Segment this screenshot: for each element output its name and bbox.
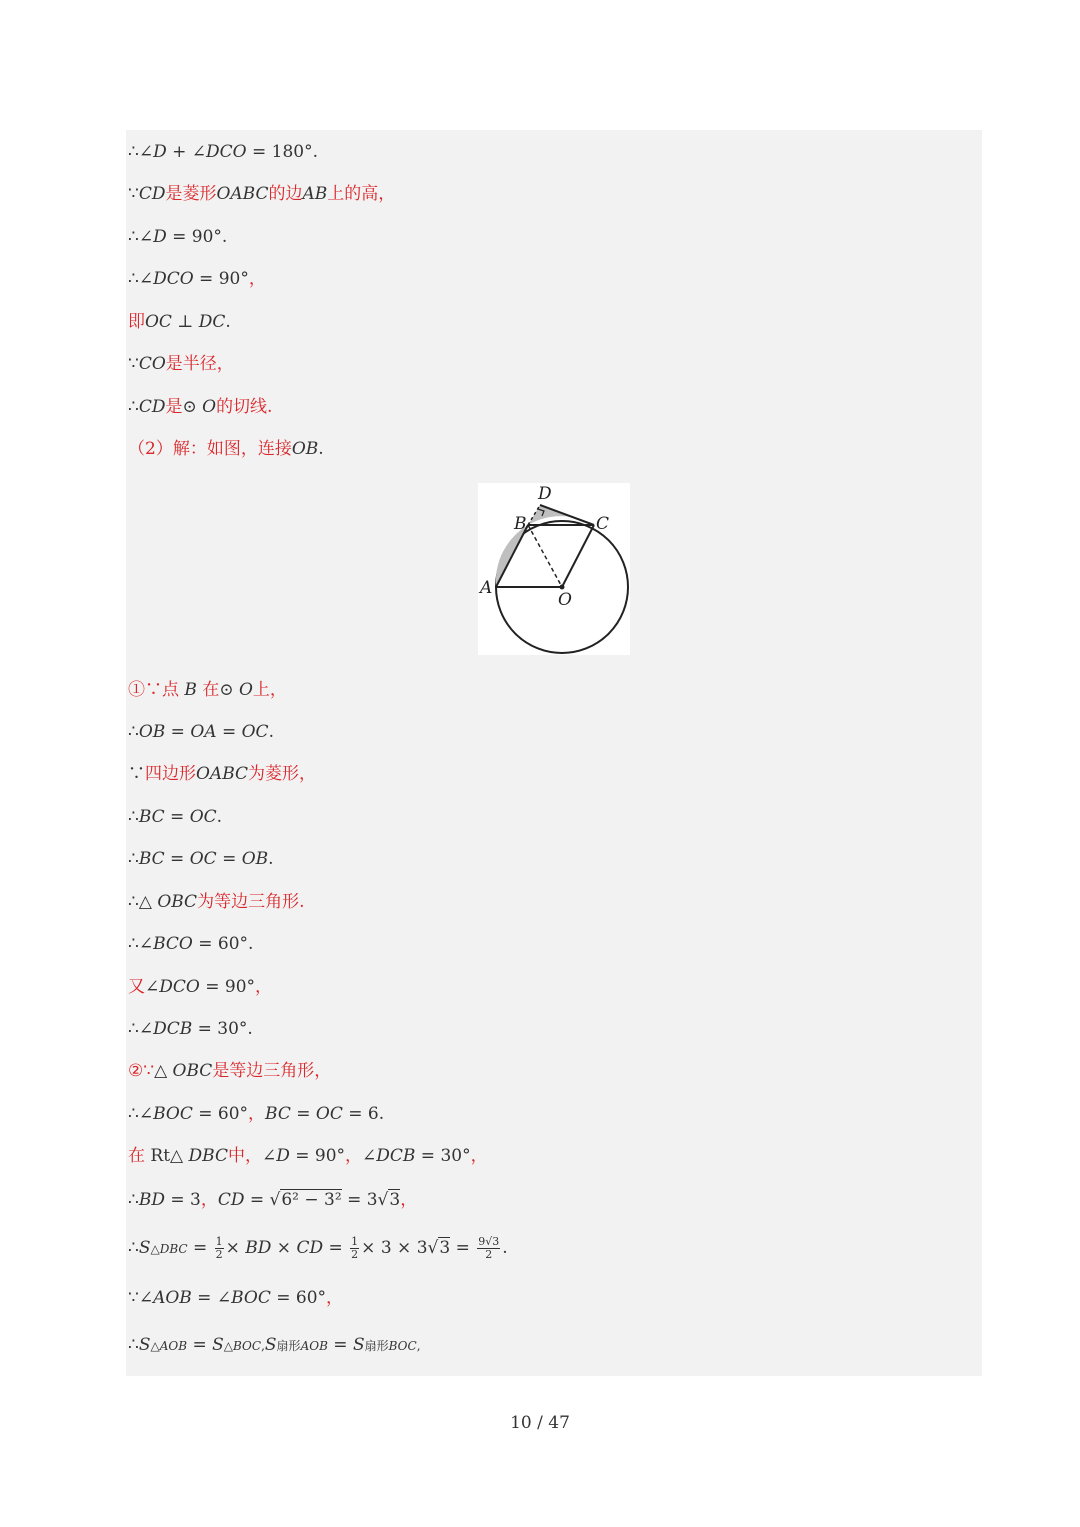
page-number: 10 / 47 bbox=[510, 1413, 570, 1433]
solution-line-20: 在 Rt△ DBC中，∠D = 90°，∠DCB = 30°， bbox=[128, 1146, 488, 1166]
geometry-figure bbox=[478, 483, 630, 655]
label-b: B bbox=[514, 514, 527, 534]
label-c: C bbox=[596, 514, 610, 534]
solution-line-7: ∴CD是⊙ O的切线. bbox=[128, 397, 273, 417]
solution-line-19: ∴∠BOC = 60°，BC = OC = 6. bbox=[128, 1104, 385, 1124]
solution-line-6: ∵CO是半径， bbox=[128, 354, 234, 374]
solution-line-2: ∵CD是菱形OABC的边AB上的高， bbox=[128, 184, 396, 204]
solution-line-9: ①∵点 B 在⊙ O上， bbox=[128, 680, 287, 700]
solution-line-14: ∴△ OBC为等边三角形. bbox=[128, 892, 305, 912]
solution-line-4: ∴∠DCO = 90°， bbox=[128, 269, 266, 289]
label-a: A bbox=[480, 578, 493, 598]
label-o: O bbox=[558, 590, 572, 610]
solution-line-23: ∵∠AOB = ∠BOC = 60°， bbox=[128, 1288, 344, 1308]
solution-line-8: （2）解：如图，连接OB. bbox=[128, 439, 324, 459]
solution-line-11: ∵四边形OABC为菱形， bbox=[128, 764, 317, 784]
solution-line-13: ∴BC = OC = OB. bbox=[128, 849, 274, 869]
label-d: D bbox=[538, 484, 552, 504]
solution-line-3: ∴∠D = 90°. bbox=[128, 227, 228, 247]
solution-line-15: ∴∠BCO = 60°. bbox=[128, 934, 254, 954]
solution-line-18: ②∵△ OBC是等边三角形， bbox=[128, 1061, 332, 1081]
solution-line-21: ∴BD = 3，CD = √6² − 3² = 3√3， bbox=[128, 1190, 418, 1210]
solution-line-24: ∴S△AOB = S△BOC,S扇形AOB = S扇形BOC, bbox=[128, 1335, 421, 1355]
solution-line-1: ∴∠D + ∠DCO = 180°. bbox=[128, 142, 318, 162]
solution-line-16: 又∠DCO = 90°， bbox=[128, 977, 273, 997]
solution-line-5: 即OC ⊥ DC. bbox=[128, 312, 231, 332]
solution-line-17: ∴∠DCB = 30°. bbox=[128, 1019, 253, 1039]
solution-line-12: ∴BC = OC. bbox=[128, 807, 223, 827]
solution-line-22: ∴S△DBC = $\frac{1}{2}$ × BD × CD = $\frac{1}{2}$ × 3 × 3√3 = $\frac{9√3}{2}$ . bbox=[128, 1235, 508, 1261]
solution-line-10: ∴OB = OA = OC. bbox=[128, 722, 274, 742]
